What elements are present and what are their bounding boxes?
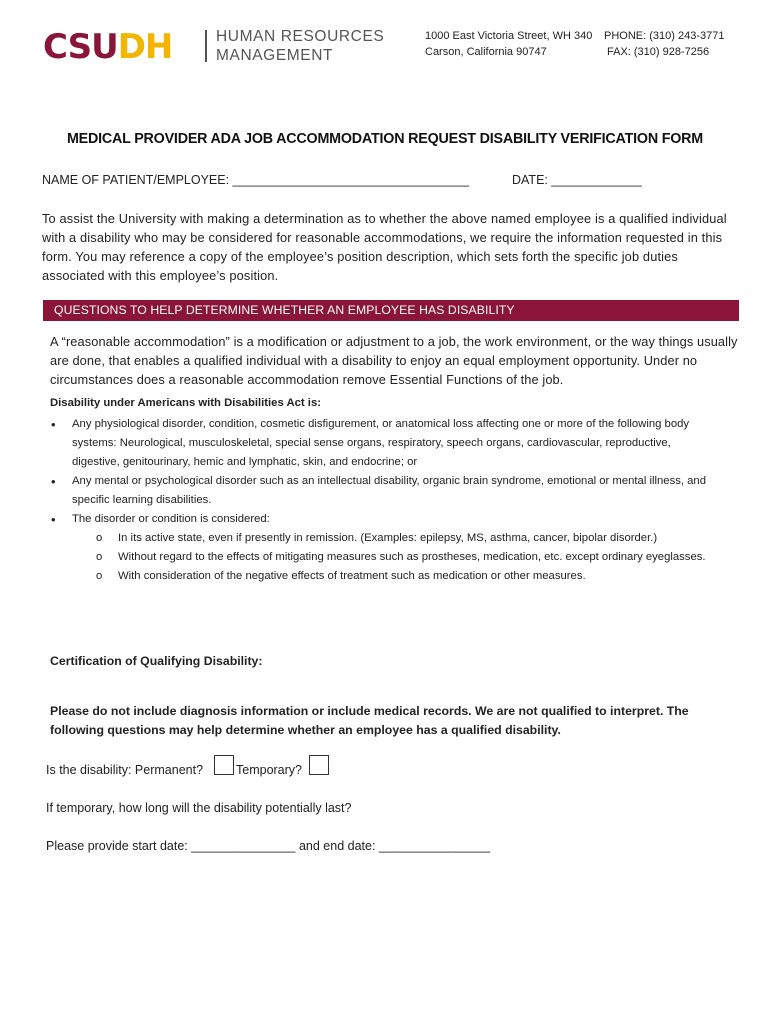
duration-question: If temporary, how long will the disability potentially last? [46,801,352,815]
fax-number: FAX: (310) 928-7256 [607,45,710,58]
contact-block [604,29,724,60]
sub-bullet-marker: o [96,532,103,544]
section-banner [43,300,739,321]
sub-bullet-text: In its active state, even if presently in remission. (Examples: epilepsy, MS, asthma, cancer, bipolar disorder.) [118,532,658,544]
temporary-checkbox[interactable] [309,755,329,775]
logo-divider [205,30,207,62]
intro-paragraph: To assist the University with making a determination as to whether the above named employee is a qualified individual with a disability who may be considered for reasonable accommodations, we require the information requested in this form. You may reference a copy of the employee’s position description, which sets forth the specific job duties associated with this employee’s position. [42,211,727,283]
sub-list-item [72,567,710,586]
address-line-1: 1000 East Victoria Street, WH 340 [425,30,593,42]
bullet-text: Any mental or psychological disorder such as an intellectual disability, organic brain syndrome, emotional or mental illness, and specific learning disabilities. [72,475,706,506]
list-item [50,510,710,586]
form-title: MEDICAL PROVIDER ADA JOB ACCOMMODATION REQUEST DISABILITY VERIFICATION FORM [66,131,704,147]
ada-heading: Disability under Americans with Disabilities Act is: [50,397,321,409]
section-banner-title: QUESTIONS TO HELP DETERMINE WHETHER AN EMPLOYEE HAS DISABILITY [54,303,515,317]
csudh-logo [43,27,172,67]
sub-list-item [72,548,710,567]
sub-bullet-marker: o [96,570,103,582]
temporary-label: Temporary? [236,763,302,777]
certification-instruction: Please do not include diagnosis information or include medical records. We are not qualified to interpret. The following questions may help determine whether an employee has a qualified disability. [50,704,689,737]
condition-sub-list [72,529,710,586]
bullet-text: Any physiological disorder, condition, cosmetic disfigurement, or anatomical loss affecting one or more of the following body systems: Neurological, musculoskeletal, special sense organs, respiratory, speech organs, cardiovascular, reproductive, digestive, genitourinary, hemic and lymphatic, skin, and endocrine; or [72,418,690,468]
bullet-text: The disorder or condition is considered: [72,513,270,525]
sub-bullet-text: With consideration of the negative effects of treatment such as medication or other measures. [118,570,586,582]
logo-csu-text: CSU [43,27,118,67]
address-line-2: Carson, California 90747 [425,45,547,58]
ada-criteria-list [50,415,710,586]
date-range-fields[interactable]: Please provide start date: _______________ and end date: ________________ [46,839,491,853]
disability-question: Is the disability: Permanent? [46,763,204,777]
department-line-1: HUMAN RESOURCES [216,28,385,45]
certification-heading: Certification of Qualifying Disability: [50,654,263,668]
sub-bullet-text: Without regard to the effects of mitigating measures such as prostheses, medication, etc. except ordinary eyeglasses. [118,551,706,563]
sub-bullet-marker: o [96,551,103,563]
patient-name-field[interactable]: NAME OF PATIENT/EMPLOYEE: __________________________________ [42,173,469,187]
address-block [425,29,592,60]
department-name [216,27,384,65]
logo-dh-text: DH [117,27,173,67]
date-field[interactable]: DATE: _____________ [512,173,642,187]
list-item [50,472,710,510]
department-line-2: MANAGEMENT [216,47,334,64]
permanent-checkbox[interactable] [214,755,234,775]
phone-number: PHONE: (310) 243-3771 [604,30,725,42]
sub-list-item [72,529,710,548]
accommodation-definition: A “reasonable accommodation” is a modification or adjustment to a job, the work environment, or the way things usually are done, that enables a qualified individual with a disability to enjoy an equal employment opportunity. Under no circumstances does a reasonable accommodation remove Essential Functions of the job. [50,334,738,387]
list-item [50,415,710,472]
